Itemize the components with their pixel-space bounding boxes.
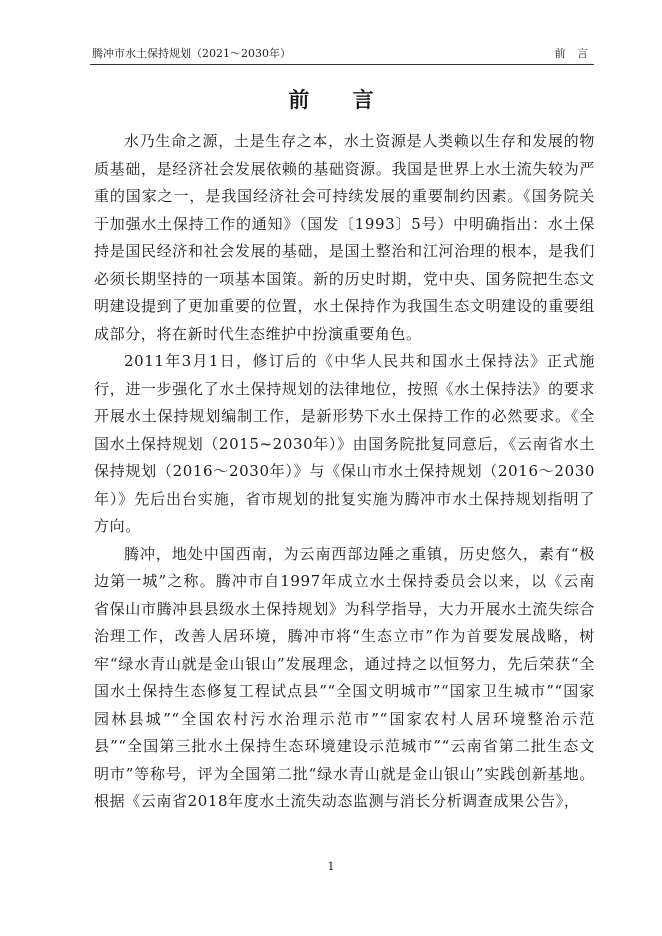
- paragraph-3: 腾冲，地处中国西南，为云南西部边陲之重镇，历史悠久，素有“极边第一城”之称。腾冲市自1997年成立水土保持委员会以来，以《云南省保山市腾冲县县级水土保持规划》为科学指导，大力开展水土流失综合治理工作，改善人居环境，腾冲市将“生态立市”作为首要发展战略，树牢“绿水青山就是金山银山”发展理念，通过持之以恒努力，先后荣获“全国水土保持生态修复工程试点县”“全国文明城市”“国家卫生城市”“国家园林县城”“全国农村污水治理示范市”“国家农村人居环境整治示范县”“全国第三批水土保持生态环境建设示范城市”“云南省第二批生态文明市”等称号，评为全国第二批“绿水青山就是金山银山”实践创新基地。根据《云南省2018年度水土流失动态监测与消长分析调查成果公告》，: [94, 544, 595, 810]
- header-document-title: 腾冲市水土保持规划（2021～2030年）: [92, 47, 291, 60]
- header-section-name: 前 言: [554, 47, 592, 60]
- body-text: [94, 128, 595, 816]
- paragraph-2: 2011年3月1日，修订后的《中华人民共和国水土保持法》正式施行，进一步强化了水土保持规划的法律地位，按照《水土保持法》的要求开展水土保持规划编制工作，是新形势下水土保持工作的必然要求。《全国水土保持规划（2015~2030年）》由国务院批复同意后，《云南省水土保持规划（2016～2030年）》与《保山市水土保持规划（2016～2030年）》先后出台实施，省市规划的批复实施为腾冲市水土保持规划指明了方向。: [94, 352, 595, 535]
- running-header: [92, 44, 592, 64]
- header-rule: [90, 64, 594, 65]
- page-title: 前 言: [288, 88, 392, 112]
- page-number: 1: [327, 860, 335, 873]
- paragraph-1: 水乃生命之源，土是生存之本，水土资源是人类赖以生存和发展的物质基础，是经济社会发展依赖的基础资源。我国是世界上水土流失较为严重的国家之一，是我国经济社会可持续发展的重要制约因素。《国务院关于加强水土保持工作的通知》（国发〔1993〕5号）中明确指出：水土保持是国民经济和社会发展的基础，是国土整治和江河治理的根本，是我们必须长期坚持的一项基本国策。新的历史时期，党中央、国务院把生态文明建设提到了更加重要的位置，水土保持作为我国生态文明建设的重要组成部分，将在新时代生态维护中扮演重要角色。: [94, 132, 595, 343]
